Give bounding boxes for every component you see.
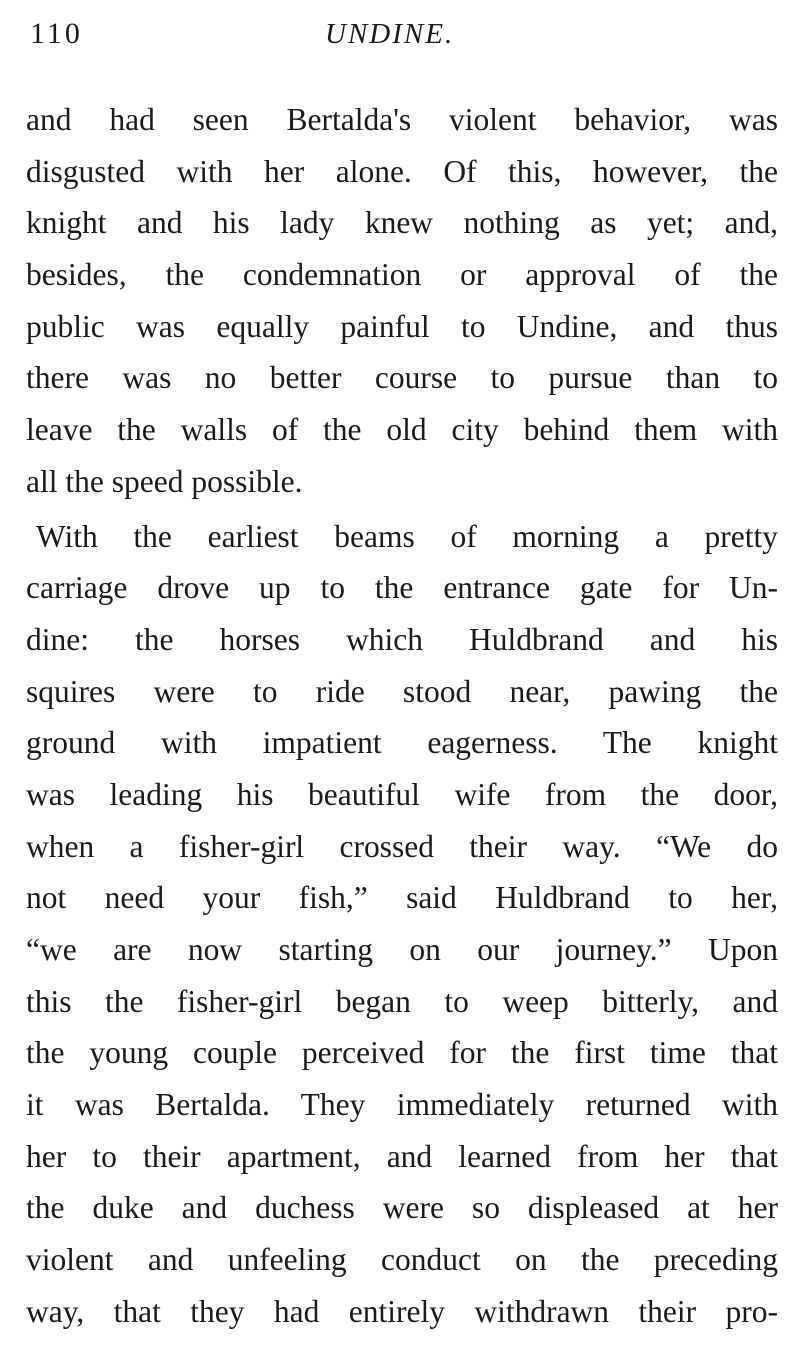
body-text	[26, 94, 778, 1338]
text-line: squires were to ride stood near, pawing the	[26, 673, 778, 709]
text-line: public was equally painful to Undine, and thus	[26, 308, 778, 344]
text-line: the young couple perceived for the first time that	[26, 1035, 778, 1071]
page-header	[30, 14, 770, 54]
text-line: the duke and duchess were so displeased at her	[26, 1190, 778, 1226]
text-line: besides, the condemnation or approval of the	[26, 257, 778, 293]
text-line: carriage drove up to the entrance gate for Un-	[26, 570, 778, 606]
running-title: UNDINE.	[325, 18, 455, 50]
text-line: With the earliest beams of morning a pretty	[36, 518, 778, 554]
text-line: this the fisher-girl began to weep bitterly, and	[26, 983, 778, 1019]
text-line: was leading his beautiful wife from the door,	[26, 776, 778, 812]
text-line: not need your fish,” said Huldbrand to her,	[26, 880, 778, 916]
text-line: way, that they had entirely withdrawn their pro-	[26, 1293, 778, 1329]
text-line: it was Bertalda. They immediately returned with	[26, 1087, 778, 1123]
text-line: there was no better course to pursue than to	[26, 360, 778, 396]
text-line: her to their apartment, and learned from her that	[26, 1138, 778, 1174]
text-line: knight and his lady knew nothing as yet; and,	[26, 205, 778, 241]
text-line: “we are now starting on our journey.” Upon	[26, 932, 778, 967]
text-line: ground with impatient eagerness. The knight	[26, 725, 778, 761]
text-line: disgusted with her alone. Of this, however, the	[26, 153, 778, 189]
text-line: all the speed possible.	[26, 463, 303, 499]
text-line: leave the walls of the old city behind them with	[26, 412, 778, 448]
page-number: 110	[30, 17, 83, 50]
text-line: violent and unfeeling conduct on the preceding	[26, 1242, 778, 1278]
text-line: dine: the horses which Huldbrand and his	[26, 621, 778, 657]
text-line: when a fisher-girl crossed their way. “We do	[26, 828, 778, 864]
text-line: and had seen Bertalda's violent behavior, was	[26, 102, 778, 137]
